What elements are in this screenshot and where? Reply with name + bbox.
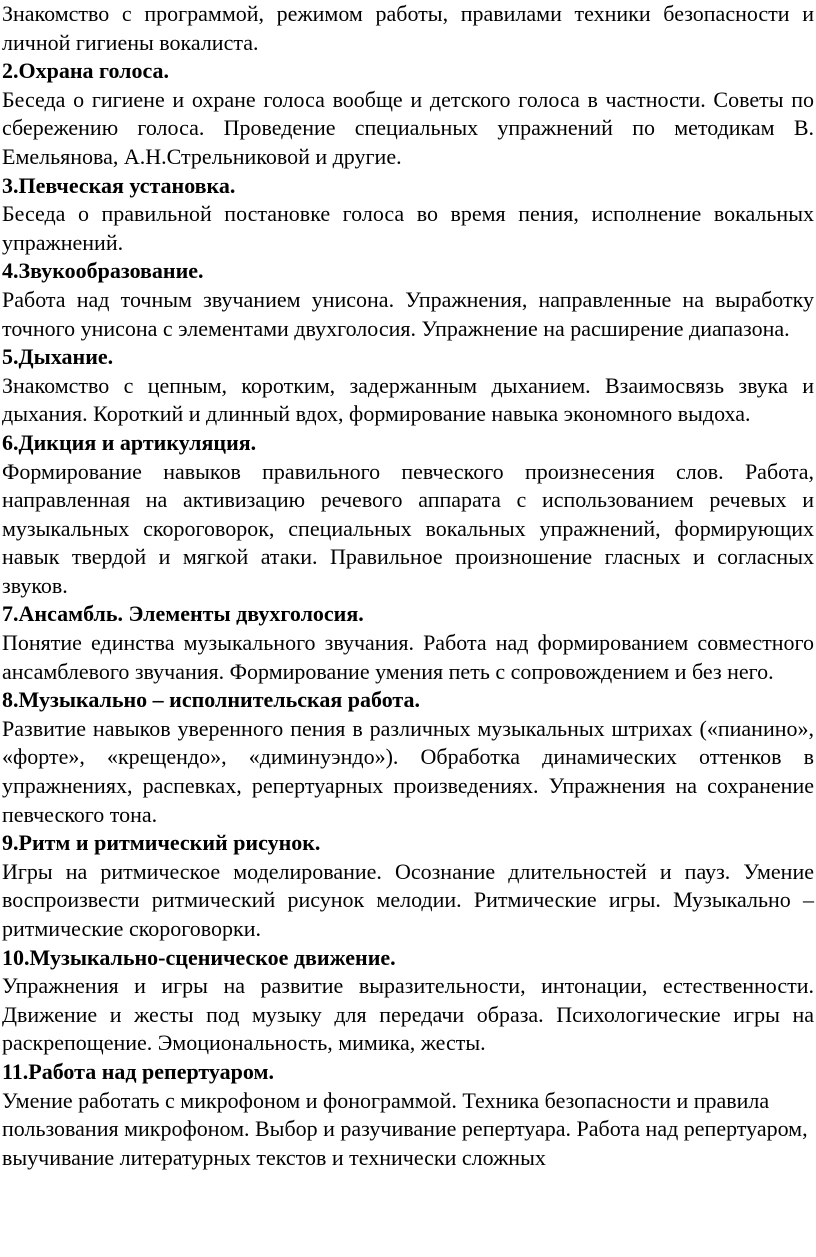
section-heading-ensemble: 7.Ансамбль. Элементы двухголосия. [2,601,364,627]
section-text-breathing: Знакомство с цепным, коротким, задержанным дыханием. Взаимосвязь звука и дыхания. Короткий и длинный вдох, формирование навыка экономного выдоха. [2,372,814,427]
section-heading-voice-protection: 2.Охрана голоса. [2,58,170,84]
section-text-sound-formation: Работа над точным звучанием унисона. Упражнения, направленные на выработку точного унисона с элементами двухголосия. Упражнение на расширение диапазона. [2,286,814,341]
section-heading-repertoire: 11.Работа над репертуаром. [2,1058,274,1084]
section-text-performance: Развитие навыков уверенного пения в различных музыкальных штрихах («пианино», «форте», «крещендо», «диминуэндо»). Обработка динамических оттенков в упражнениях, распевках, репертуарных произведениях. Упражнения на сохранение певческого тона. [2,715,814,827]
section-heading-rhythm: 9.Ритм и ритмический рисунок. [2,830,321,856]
section-text-singing-posture: Беседа о правильной постановке голоса во время пения, исполнение вокальных упражнений. [2,201,814,255]
section-text-ensemble: Понятие единства музыкального звучания. Работа над формированием совместного ансамблевого звучания. Формирование умения петь с сопровождением и без него. [2,630,814,684]
section-heading-diction: 6.Дикция и артикуляция. [2,429,257,455]
document-page [2,0,814,1172]
section-text-diction: Формирование навыков правильного певческого произнесения слов. Работа, направленная на активизацию речевого аппарата с использованием речевых и музыкальных скороговорок, специальных вокальных упражнений, формирующих навык твердой и мягкой атаки. Правильное произношение гласных и согласных звуков. [2,458,814,598]
section-text-voice-protection: Беседа о гигиене и охране голоса вообще и детского голоса в частности. Советы по сбережению голоса. Проведение специальных упражнений по методикам В. Емельянова, А.Н.Стрельниковой и другие. [2,86,814,169]
section-text-repertoire: Умение работать с микрофоном и фонограммой. Техника безопасности и правила пользования микрофоном. Выбор и разучивание репертуара. Работа над репертуаром, выучивание литературных текстов и технически сложных [2,1087,808,1170]
section-heading-singing-posture: 3.Певческая установка. [2,172,236,198]
section-heading-performance: 8.Музыкально – исполнительская работа. [2,687,420,713]
section-heading-breathing: 5.Дыхание. [2,344,114,370]
intro-paragraph: Знакомство с программой, режимом работы, правилами техники безопасности и личной гигиены вокалиста. [2,1,814,55]
section-heading-stage-movement: 10.Музыкально-сценическое движение. [2,944,396,970]
section-text-stage-movement: Упражнения и игры на развитие выразительности, интонации, естественности. Движение и жесты под музыку для передачи образа. Психологические игры на раскрепощение. Эмоциональность, мимика, жесты. [2,973,814,1056]
section-heading-sound-formation: 4.Звукообразование. [2,258,204,284]
section-text-rhythm: Игры на ритмическое моделирование. Осознание длительностей и пауз. Умение воспроизвести ритмический рисунок мелодии. Ритмические игры. Музыкально – ритмические скороговорки. [2,858,814,941]
